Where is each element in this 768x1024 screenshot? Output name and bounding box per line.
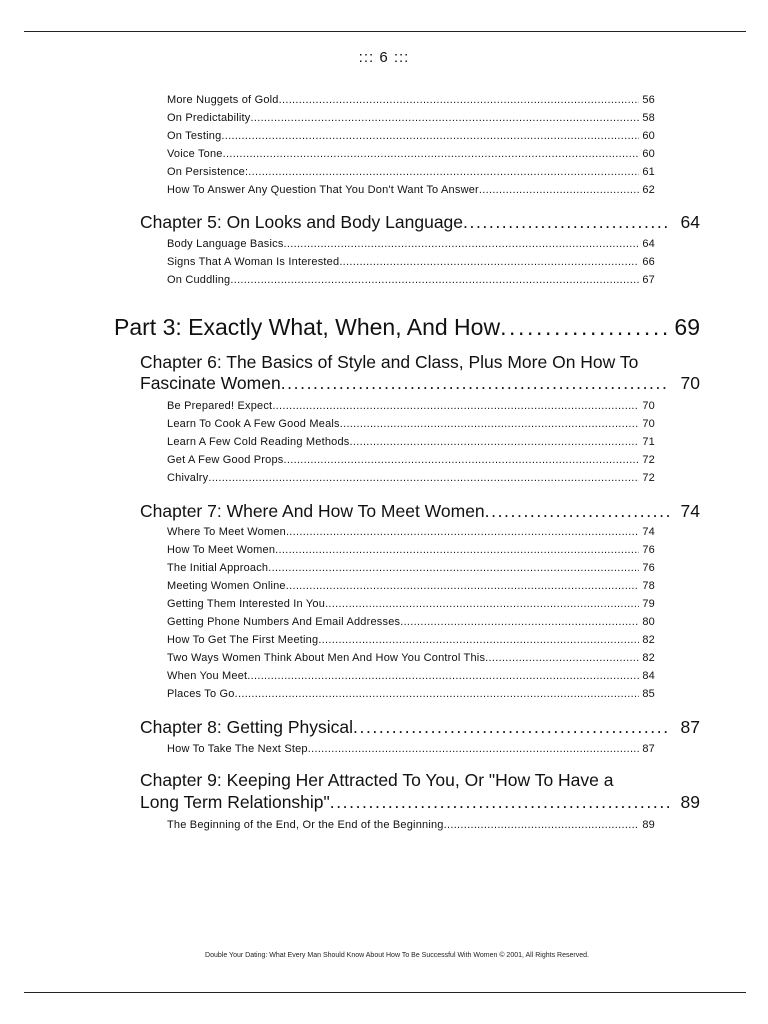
toc-entry-title: On Persistence:	[167, 166, 249, 178]
toc-entry-title: Getting Phone Numbers And Email Addresses	[167, 616, 401, 628]
chapter-page: 64	[680, 212, 700, 232]
dot-leader	[444, 816, 639, 834]
toc-entry-page: 62	[642, 184, 655, 196]
toc-entry[interactable]	[167, 163, 655, 181]
dot-leader	[281, 371, 670, 395]
dot-leader	[325, 595, 639, 613]
toc-entry-page: 76	[642, 544, 655, 556]
dot-leader	[235, 685, 639, 703]
chapter-title: Chapter 8: Getting Physical	[140, 717, 354, 737]
toc-entry[interactable]	[167, 235, 655, 253]
toc-entry-title: Get A Few Good Props	[167, 454, 284, 466]
chapter-8-heading[interactable]	[140, 715, 700, 739]
toc-entry[interactable]	[167, 271, 655, 289]
toc-entry-page: 76	[642, 562, 655, 574]
toc-entry-page: 85	[642, 688, 655, 700]
toc-entry-title: On Testing	[167, 130, 222, 142]
toc-entry-title: Getting Them Interested In You	[167, 598, 326, 610]
toc-entry-title: Where To Meet Women	[167, 526, 286, 538]
top-rule	[24, 31, 746, 32]
toc-entry-title: How To Meet Women	[167, 544, 276, 556]
toc-entry[interactable]	[167, 91, 655, 109]
dot-leader	[350, 433, 639, 451]
dot-leader	[339, 253, 639, 271]
toc-entry-title: When You Meet	[167, 670, 248, 682]
chapter-6-title-line1[interactable]: Chapter 6: The Basics of Style and Class, Plus More On How To	[140, 352, 639, 372]
dot-leader	[463, 210, 670, 234]
toc-entry-title: Learn A Few Cold Reading Methods	[167, 436, 350, 448]
part-title: Part 3: Exactly What, When, And How	[114, 314, 501, 340]
dot-leader	[247, 667, 639, 685]
toc-entry-title: More Nuggets of Gold	[167, 94, 279, 106]
dot-leader	[284, 451, 639, 469]
dot-leader	[500, 312, 672, 342]
dot-leader	[230, 271, 639, 289]
toc-entry-title: On Cuddling	[167, 274, 231, 286]
chapter-page: 89	[680, 792, 700, 812]
toc-entry-page: 70	[642, 400, 655, 412]
chapter-page: 74	[680, 501, 700, 521]
dot-leader	[286, 523, 639, 541]
toc-entry-page: 84	[642, 670, 655, 682]
chapter-9-heading[interactable]	[140, 790, 700, 814]
toc-entry[interactable]	[167, 816, 655, 834]
toc-entry-page: 60	[642, 148, 655, 160]
toc-entry-title: Two Ways Women Think About Men And How You Control This	[167, 652, 486, 664]
chapter-5-heading[interactable]	[140, 210, 700, 234]
toc-entry[interactable]	[167, 451, 655, 469]
dot-leader	[286, 577, 639, 595]
chapter-title: Chapter 7: Where And How To Meet Women	[140, 501, 485, 521]
dot-leader	[485, 649, 639, 667]
toc-entry[interactable]	[167, 649, 655, 667]
part-page: 69	[674, 314, 700, 340]
toc-entry-page: 70	[642, 418, 655, 430]
toc-entry-page: 72	[642, 472, 655, 484]
toc-entry[interactable]	[167, 577, 655, 595]
toc-entry-title: Places To Go	[167, 688, 235, 700]
toc-entry-page: 78	[642, 580, 655, 592]
toc-entry-page: 58	[642, 112, 655, 124]
toc-entry-title: The Initial Approach	[167, 562, 269, 574]
page-number: ::: 6 :::	[358, 49, 410, 66]
toc-entry-title: Voice Tone	[167, 148, 223, 160]
part-3-heading[interactable]	[114, 312, 700, 342]
dot-leader	[275, 541, 639, 559]
toc-entry-page: 60	[642, 130, 655, 142]
toc-entry-title: Chivalry	[167, 472, 209, 484]
dot-leader	[353, 715, 670, 739]
toc-entry-title: Be Prepared! Expect	[167, 400, 273, 412]
toc-entry-title: Signs That A Woman Is Interested	[167, 256, 340, 268]
dot-leader	[318, 631, 639, 649]
toc-entry-title: Meeting Women Online	[167, 580, 286, 592]
toc-entry[interactable]	[167, 181, 655, 199]
toc-entry-page: 67	[642, 274, 655, 286]
toc-entry-page: 74	[642, 526, 655, 538]
toc-entry[interactable]	[167, 433, 655, 451]
dot-leader	[284, 235, 639, 253]
chapter-page: 87	[680, 717, 700, 737]
dot-leader	[248, 163, 639, 181]
dot-leader	[485, 499, 670, 523]
bottom-rule	[24, 992, 746, 993]
toc-entry[interactable]	[167, 541, 655, 559]
toc-entry-page: 80	[642, 616, 655, 628]
toc-entry[interactable]	[167, 109, 655, 127]
chapter-title: Fascinate Women	[140, 373, 281, 393]
dot-leader	[208, 469, 639, 487]
toc-entry-title: On Predictability	[167, 112, 251, 124]
dot-leader	[340, 415, 639, 433]
toc-entry-page: 71	[642, 436, 655, 448]
toc-entry[interactable]	[167, 415, 655, 433]
toc-entry-page: 66	[642, 256, 655, 268]
toc-entry[interactable]	[167, 685, 655, 703]
dot-leader	[308, 740, 639, 758]
dot-leader	[272, 397, 639, 415]
toc-entry-page: 64	[642, 238, 655, 250]
footer-copyright: Double Your Dating: What Every Man Should Know About How To Be Successful With Women © 2001, All Rights Reserved.	[205, 952, 589, 959]
chapter-7-heading[interactable]	[140, 499, 700, 523]
toc-entry[interactable]	[167, 469, 655, 487]
toc-entry-page: 56	[642, 94, 655, 106]
chapter-6-heading[interactable]	[140, 371, 700, 395]
chapter-9-title-line1[interactable]: Chapter 9: Keeping Her Attracted To You, Or "How To Have a	[140, 770, 614, 790]
dot-leader	[221, 127, 639, 145]
toc-entry[interactable]	[167, 253, 655, 271]
dot-leader	[400, 613, 639, 631]
toc-entry[interactable]	[167, 667, 655, 685]
toc-entry-page: 87	[642, 743, 655, 755]
toc-entry[interactable]	[167, 145, 655, 163]
toc-entry-page: 89	[642, 819, 655, 831]
toc-entry-title: Body Language Basics	[167, 238, 284, 250]
toc-entry-page: 82	[642, 634, 655, 646]
dot-leader	[251, 109, 640, 127]
toc-entry-title: How To Answer Any Question That You Don't Want To Answer	[167, 184, 479, 196]
toc-entry[interactable]	[167, 631, 655, 649]
dot-leader	[279, 91, 639, 109]
toc-entry-page: 79	[642, 598, 655, 610]
chapter-page: 70	[680, 373, 700, 393]
dot-leader	[479, 181, 639, 199]
dot-leader	[330, 790, 670, 814]
dot-leader	[223, 145, 639, 163]
toc-entry-title: The Beginning of the End, Or the End of the Beginning	[167, 819, 444, 831]
toc-entry-title: How To Take The Next Step	[167, 743, 308, 755]
toc-entry[interactable]	[167, 740, 655, 758]
toc-entry-title: Learn To Cook A Few Good Meals	[167, 418, 340, 430]
toc-entry[interactable]	[167, 127, 655, 145]
chapter-title: Long Term Relationship"	[140, 792, 330, 812]
toc-entry-title: How To Get The First Meeting	[167, 634, 319, 646]
toc-entry-page: 72	[642, 454, 655, 466]
toc-entry[interactable]	[167, 397, 655, 415]
toc-entry-page: 61	[642, 166, 655, 178]
chapter-title: Chapter 5: On Looks and Body Language	[140, 212, 464, 232]
toc-entry[interactable]	[167, 595, 655, 613]
toc-entry[interactable]	[167, 559, 655, 577]
toc-entry[interactable]	[167, 613, 655, 631]
toc-entry[interactable]	[167, 523, 655, 541]
toc-entry-page: 82	[642, 652, 655, 664]
dot-leader	[268, 559, 639, 577]
